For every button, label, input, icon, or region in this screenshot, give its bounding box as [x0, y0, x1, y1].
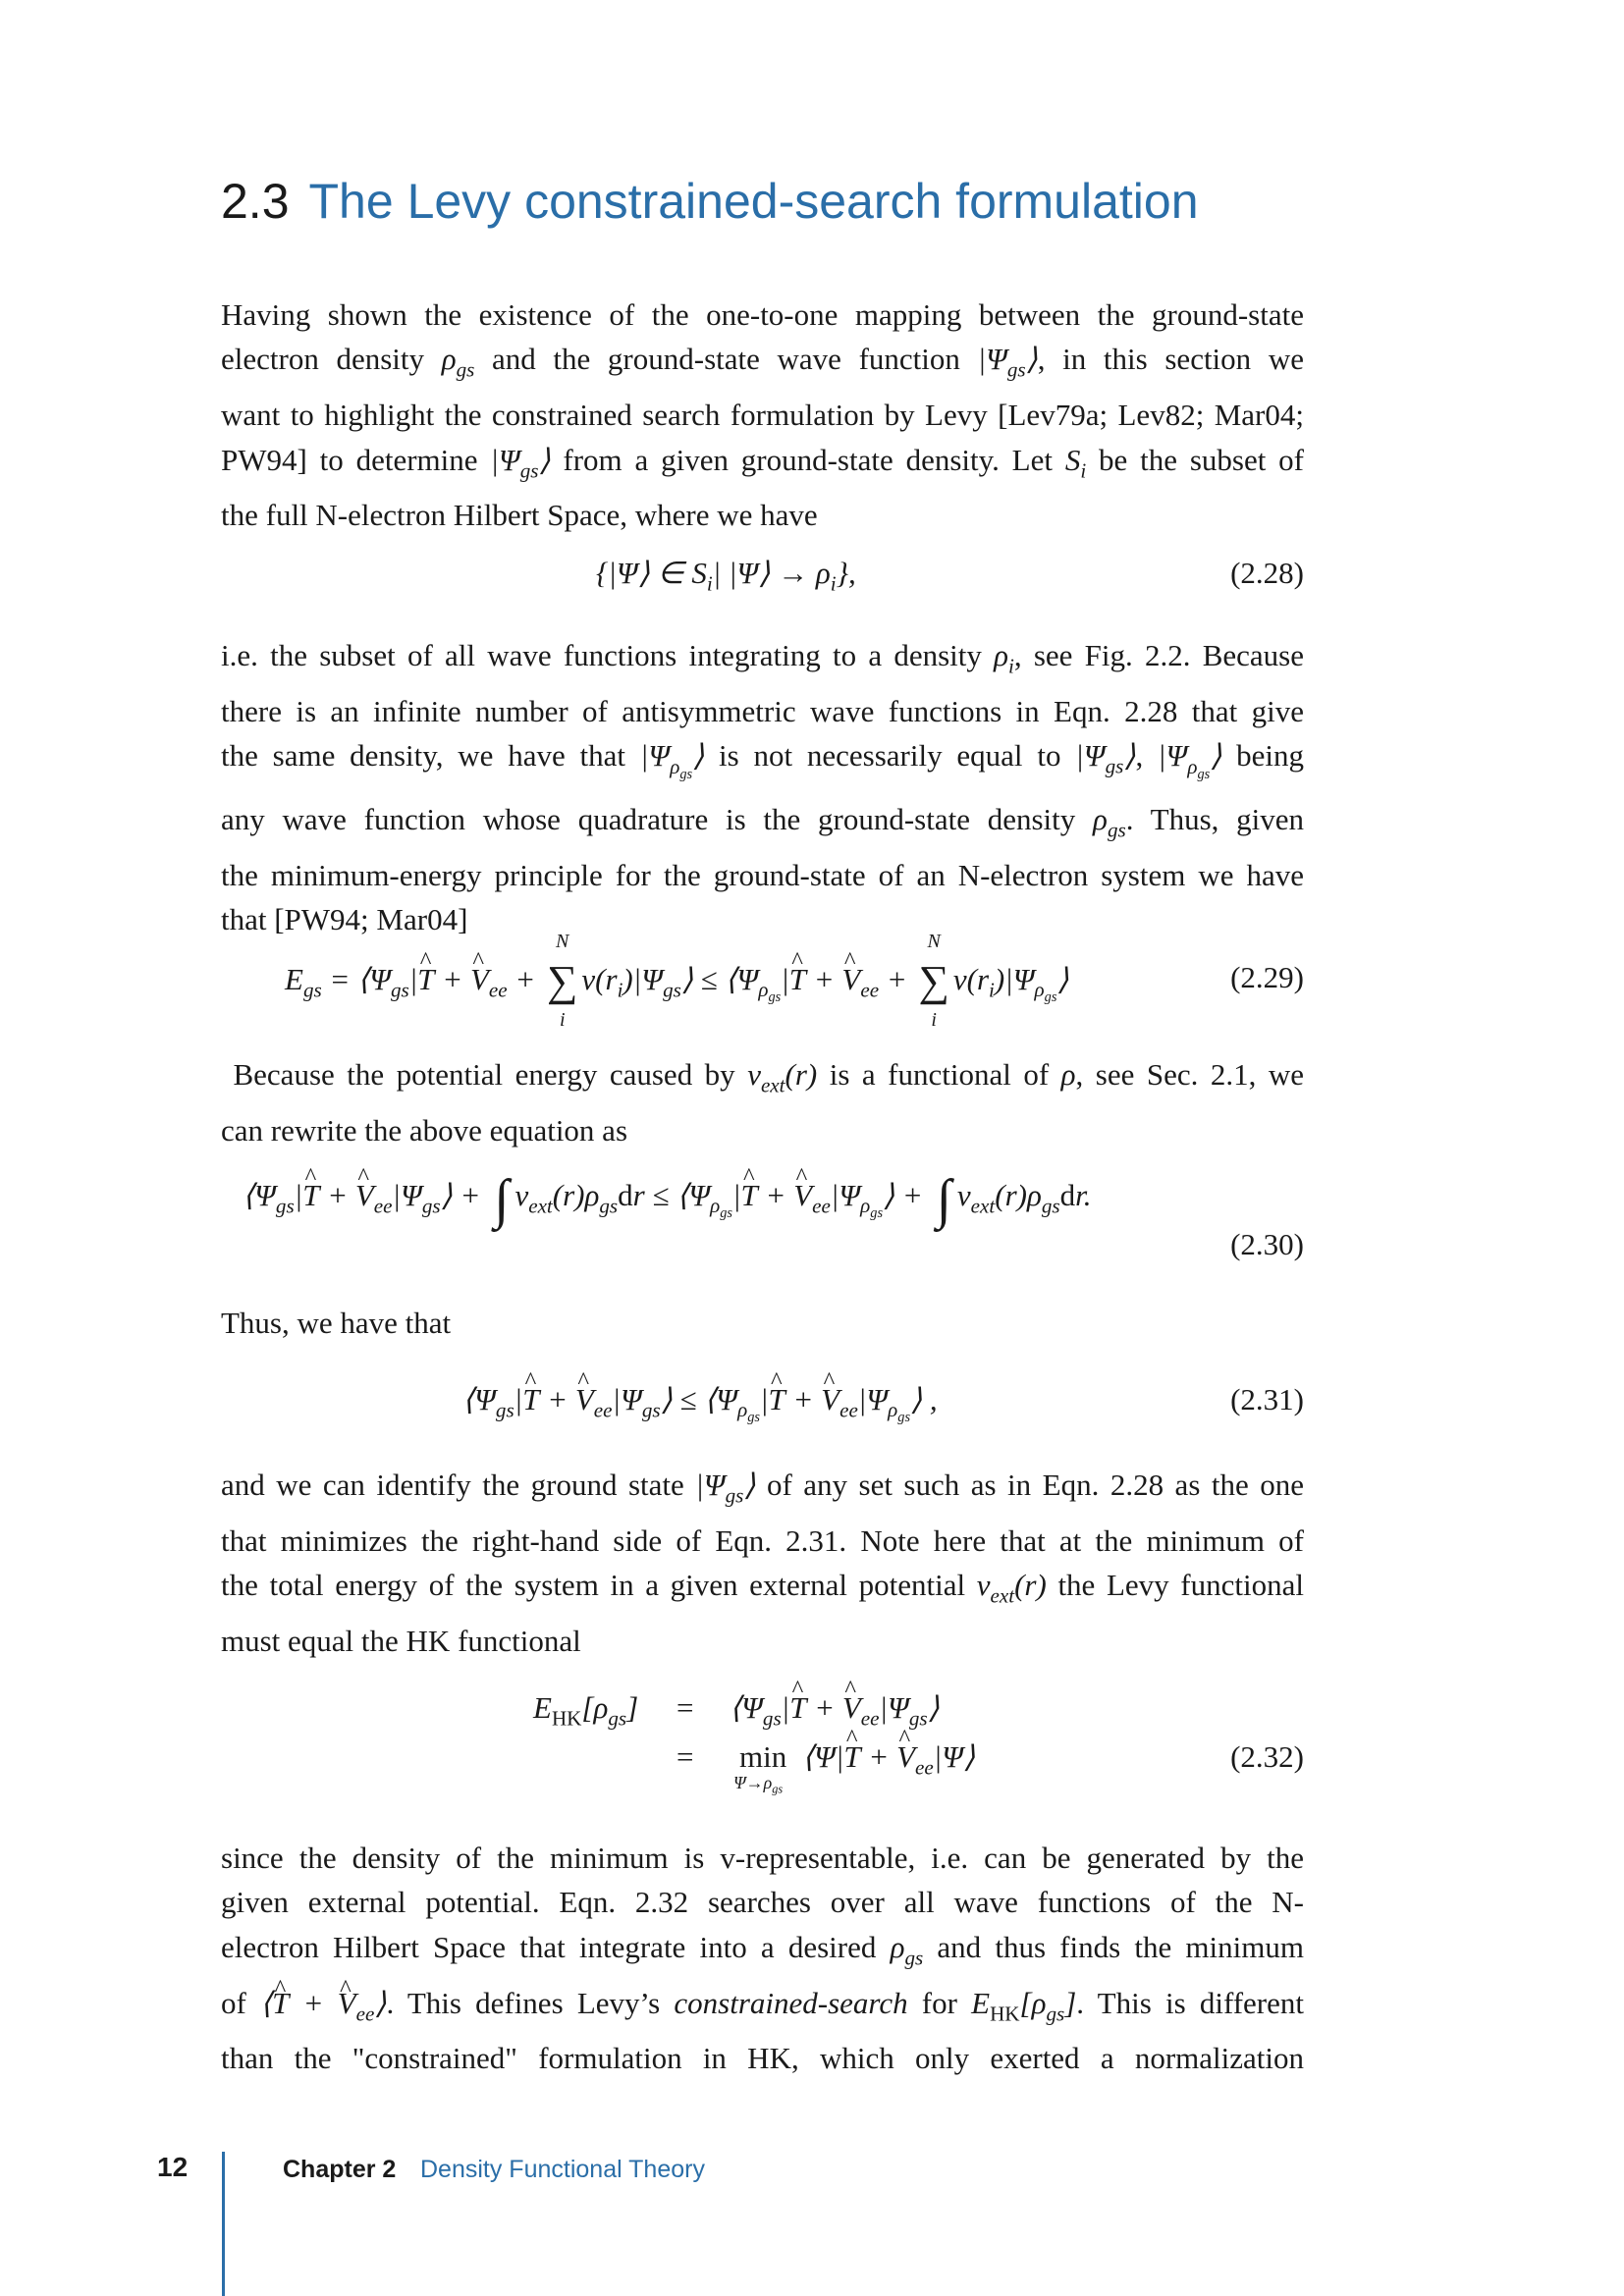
page-footer [0, 2152, 1624, 2296]
chapter-title: Density Functional Theory [420, 2156, 705, 2183]
text-line: given external potential. Eqn. 2.32 searches over all wave functions of the N- [221, 1885, 1304, 1920]
text-line: Because the potential energy caused by $v_{ext}(r)$ is a functional of ρ, see Sec. 2.1, we [221, 1057, 1304, 1097]
text-line: PW94] to determine $|\Psi_{gs}⟩$ from a given ground-state density. Let $S_i$ be the subset of [221, 442, 1304, 482]
equation-body: $⟨\Psi_{gs}|T$ ^ + V $\^{}_{ee}|\Psi_{gs}⟩$ + ∫ $v_{ext}(r)\rho_{gs}dr$ ≤ $⟨\Psi_{\rho_{gs}}|T$ ^ + V $\^{}_{ee}|\Psi_{\rho_{gs}}⟩$ + ∫ $v_{ext}(r)\rho_{gs}dr$. [243, 1168, 1091, 1231]
equation-2-28 [221, 556, 1304, 644]
text-line: of ⟨T ^ + V $\^{}_{ee}⟩$. This defines Levy’s constrained-search for $E_{HK}[\rho_{gs}]$. This is different [221, 1981, 1304, 2037]
equation-row-2: min $\Psi\to\rho_{gs}$ ⟨Ψ|T ^ + V $\^{}_{ee}|\Psi⟩$ [739, 1739, 975, 1780]
section-number: 2.3 [221, 174, 290, 229]
text-line: the minimum-energy principle for the ground-state of an N-electron system we have [221, 857, 1304, 892]
paragraph-subset [221, 633, 1304, 942]
equation-2-30 [221, 1168, 1304, 1276]
text-line: the full N-electron Hilbert Space, where we have [221, 498, 818, 533]
text-line: that [PW94; Mar04] [221, 902, 468, 937]
equation-body: $⟨\Psi_{gs}|T$ ^ + V $\^{}_{ee}|\Psi_{gs}⟩$ ≤ $⟨\Psi_{\rho_{gs}}|T$ ^ + V $\^{}_{ee}|\Psi_{\rho_{gs}}⟩$ , [462, 1382, 938, 1426]
section-title: The Levy constrained-search formulation [308, 174, 1199, 229]
text-line: electron Hilbert Space that integrate into a desired $\rho_{gs}$ and thus finds the minimum [221, 1929, 1304, 1970]
equation-number: (2.28) [1230, 556, 1304, 590]
paragraph-identify [221, 1463, 1304, 1663]
text-line: and we can identify the ground state $|\Psi_{gs}⟩$ of any set such as in Eqn. 2.28 as the one [221, 1468, 1304, 1508]
paragraph-potential [221, 1052, 1304, 1152]
equation-equals: = [675, 1690, 695, 1725]
text-line: the same density, we have that $|\Psi_{\rho_{gs}}⟩$ is not necessarily equal to $|\Psi_{gs}⟩$, $|\Psi_{\rho_{gs}}⟩$ being [221, 738, 1305, 782]
equation-number: (2.31) [1230, 1382, 1304, 1416]
paragraph-thus [221, 1301, 1304, 1345]
paragraph-v-representable [221, 1836, 1304, 2081]
text-line: since the density of the minimum is v-representable, i.e. can be generated by the [221, 1841, 1304, 1875]
equation-row-1: $⟨\Psi_{gs}|T$ ^ + V $\^{}_{ee}|\Psi_{gs}⟩$ [730, 1690, 940, 1731]
equation-2-29 [221, 931, 1304, 1050]
page-number: 12 [157, 2152, 189, 2182]
footer-rule [222, 2152, 225, 2296]
text-line: i.e. the subset of all wave functions integrating to a density $\rho_i$, see Fig. 2.2. Because [221, 638, 1305, 678]
text-line: want to highlight the constrained search formulation by Levy [Lev79a; Lev82; Mar04; [221, 398, 1304, 433]
equation-body: $E_{gs}$ = $⟨\Psi_{gs}|T$ ^ + V $\^{}_{ee}$ + ∑ N i $v(r_i)|\Psi_{gs}⟩$ ≤ $⟨\Psi_{\rho_{gs}}|T$ ^ + V $\^{}_{ee}$ + ∑ N i $v(r_i)|\Psi_{\rho_{gs}}⟩$ [285, 956, 1069, 1006]
equation-2-31 [221, 1382, 1304, 1470]
text-line: than the "constrained" formulation in HK, which only exerted a normalization [221, 2041, 1304, 2076]
text-line: any wave function whose quadrature is the ground-state density $\rho_{gs}$. Thus, given [221, 801, 1305, 842]
text-line: must equal the HK functional [221, 1623, 581, 1658]
section-heading [221, 175, 1199, 229]
text-line: can rewrite the above equation as [221, 1112, 628, 1148]
paragraph-intro [221, 293, 1304, 538]
equation-body: {|Ψ⟩ ∈ $S_i|$ |Ψ⟩ → $\rho_i$}, [596, 556, 856, 596]
text-line: the total energy of the system in a given external potential $v_{ext}(r)$ the Levy functional [221, 1568, 1304, 1608]
equation-number: (2.30) [1230, 1227, 1304, 1261]
text-line: that minimizes the right-hand side of Eqn. 2.31. Note here that at the minimum of [221, 1522, 1304, 1558]
text-line: Thus, we have that [221, 1306, 452, 1340]
chapter-label: Chapter 2 [283, 2156, 397, 2183]
text-line: there is an infinite number of antisymmetric wave functions in Eqn. 2.28 that give [221, 693, 1304, 728]
equation-lhs: $E_{HK}[\rho_{gs}]$ [533, 1690, 639, 1731]
summation-symbol: ∑ N i [918, 931, 949, 1031]
equation-2-32 [221, 1679, 1304, 1816]
text-line: Having shown the existence of the one-to-one mapping between the ground-state [221, 297, 1304, 332]
summation-symbol: ∑ N i [547, 931, 578, 1031]
equation-number: (2.32) [1230, 1739, 1304, 1774]
equation-equals: = [675, 1739, 695, 1774]
text-line: electron density $\rho_{gs}$ and the ground-state wave function $|\Psi_{gs}⟩$, in this section we [221, 342, 1304, 382]
equation-number: (2.29) [1230, 960, 1304, 994]
